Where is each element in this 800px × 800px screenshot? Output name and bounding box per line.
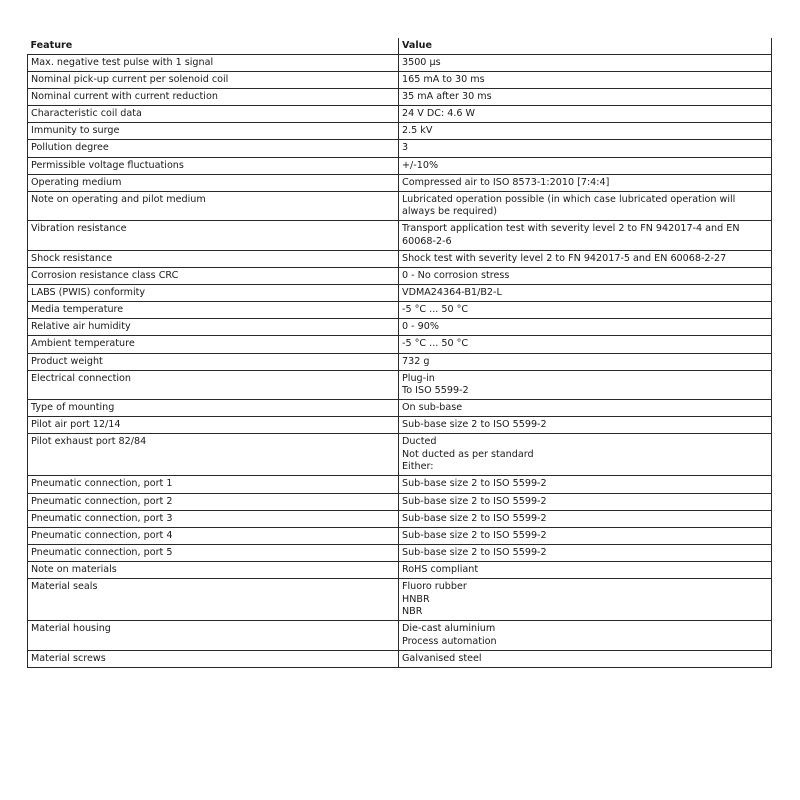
feature-cell: Material housing [28,621,399,651]
table-row [28,336,772,353]
feature-cell: Pneumatic connection, port 3 [28,510,399,527]
table-row [28,476,772,493]
value-cell: Sub-base size 2 to ISO 5599-2 [399,510,772,527]
table-row [28,561,772,578]
value-cell: 732 g [399,353,772,370]
feature-cell: Note on operating and pilot medium [28,191,399,221]
feature-cell: Vibration resistance [28,221,399,251]
table-row [28,55,772,72]
table-row [28,621,772,651]
feature-cell: Pneumatic connection, port 1 [28,476,399,493]
spec-sheet [27,38,771,668]
feature-cell: Pneumatic connection, port 5 [28,544,399,561]
feature-cell: Material seals [28,579,399,621]
table-row [28,106,772,123]
table-row [28,174,772,191]
feature-cell: Max. negative test pulse with 1 signal [28,55,399,72]
feature-cell: Pilot exhaust port 82/84 [28,434,399,476]
value-cell: 0 - 90% [399,319,772,336]
feature-cell: Ambient temperature [28,336,399,353]
value-cell: Galvanised steel [399,650,772,667]
feature-cell: Shock resistance [28,250,399,267]
feature-cell: Immunity to surge [28,123,399,140]
table-row [28,434,772,476]
table-row [28,157,772,174]
table-row [28,285,772,302]
value-cell: 35 mA after 30 ms [399,89,772,106]
value-cell: 2.5 kV [399,123,772,140]
feature-cell: Nominal pick-up current per solenoid coil [28,72,399,89]
table-row [28,544,772,561]
value-cell: 3 [399,140,772,157]
feature-cell: Corrosion resistance class CRC [28,268,399,285]
value-cell: RoHS compliant [399,561,772,578]
table-row [28,268,772,285]
value-cell: Transport application test with severity level 2 to FN 942017-4 and EN 60068-2-6 [399,221,772,251]
feature-cell: Material screws [28,650,399,667]
table-row [28,140,772,157]
table-row [28,527,772,544]
table-row [28,123,772,140]
table-row [28,319,772,336]
table-row [28,353,772,370]
table-row [28,493,772,510]
value-cell: Plug-in To ISO 5599-2 [399,370,772,400]
table-row [28,579,772,621]
feature-cell: Note on materials [28,561,399,578]
value-cell: +/-10% [399,157,772,174]
value-cell: -5 °C ... 50 °C [399,302,772,319]
table-row [28,191,772,221]
value-cell: Ducted Not ducted as per standard Either: [399,434,772,476]
table-row [28,370,772,400]
table-row [28,250,772,267]
feature-cell: Characteristic coil data [28,106,399,123]
feature-cell: Pilot air port 12/14 [28,417,399,434]
value-cell: Sub-base size 2 to ISO 5599-2 [399,544,772,561]
value-cell: Compressed air to ISO 8573-1:2010 [7:4:4] [399,174,772,191]
value-cell: Lubricated operation possible (in which case lubricated operation will always be required) [399,191,772,221]
value-cell: -5 °C ... 50 °C [399,336,772,353]
feature-cell: Operating medium [28,174,399,191]
value-cell: Sub-base size 2 to ISO 5599-2 [399,417,772,434]
value-cell: 24 V DC: 4.6 W [399,106,772,123]
table-row [28,221,772,251]
header-feature: Feature [28,38,399,55]
feature-cell: Electrical connection [28,370,399,400]
feature-cell: Permissible voltage fluctuations [28,157,399,174]
spec-table [27,38,772,668]
feature-cell: Type of mounting [28,400,399,417]
table-header-row [28,38,772,55]
value-cell: On sub-base [399,400,772,417]
value-cell: 165 mA to 30 ms [399,72,772,89]
value-cell: Sub-base size 2 to ISO 5599-2 [399,476,772,493]
value-cell: 0 - No corrosion stress [399,268,772,285]
value-cell: Die-cast aluminium Process automation [399,621,772,651]
value-cell: 3500 µs [399,55,772,72]
value-cell: Sub-base size 2 to ISO 5599-2 [399,493,772,510]
value-cell: Shock test with severity level 2 to FN 942017-5 and EN 60068-2-27 [399,250,772,267]
feature-cell: Pneumatic connection, port 4 [28,527,399,544]
table-row [28,650,772,667]
table-row [28,417,772,434]
table-row [28,510,772,527]
feature-cell: Product weight [28,353,399,370]
feature-cell: LABS (PWIS) conformity [28,285,399,302]
feature-cell: Media temperature [28,302,399,319]
value-cell: Fluoro rubber HNBR NBR [399,579,772,621]
header-value: Value [399,38,772,55]
table-row [28,400,772,417]
table-row [28,72,772,89]
table-row [28,302,772,319]
feature-cell: Relative air humidity [28,319,399,336]
table-row [28,89,772,106]
feature-cell: Pollution degree [28,140,399,157]
feature-cell: Nominal current with current reduction [28,89,399,106]
feature-cell: Pneumatic connection, port 2 [28,493,399,510]
value-cell: Sub-base size 2 to ISO 5599-2 [399,527,772,544]
table-body [28,55,772,668]
value-cell: VDMA24364-B1/B2-L [399,285,772,302]
